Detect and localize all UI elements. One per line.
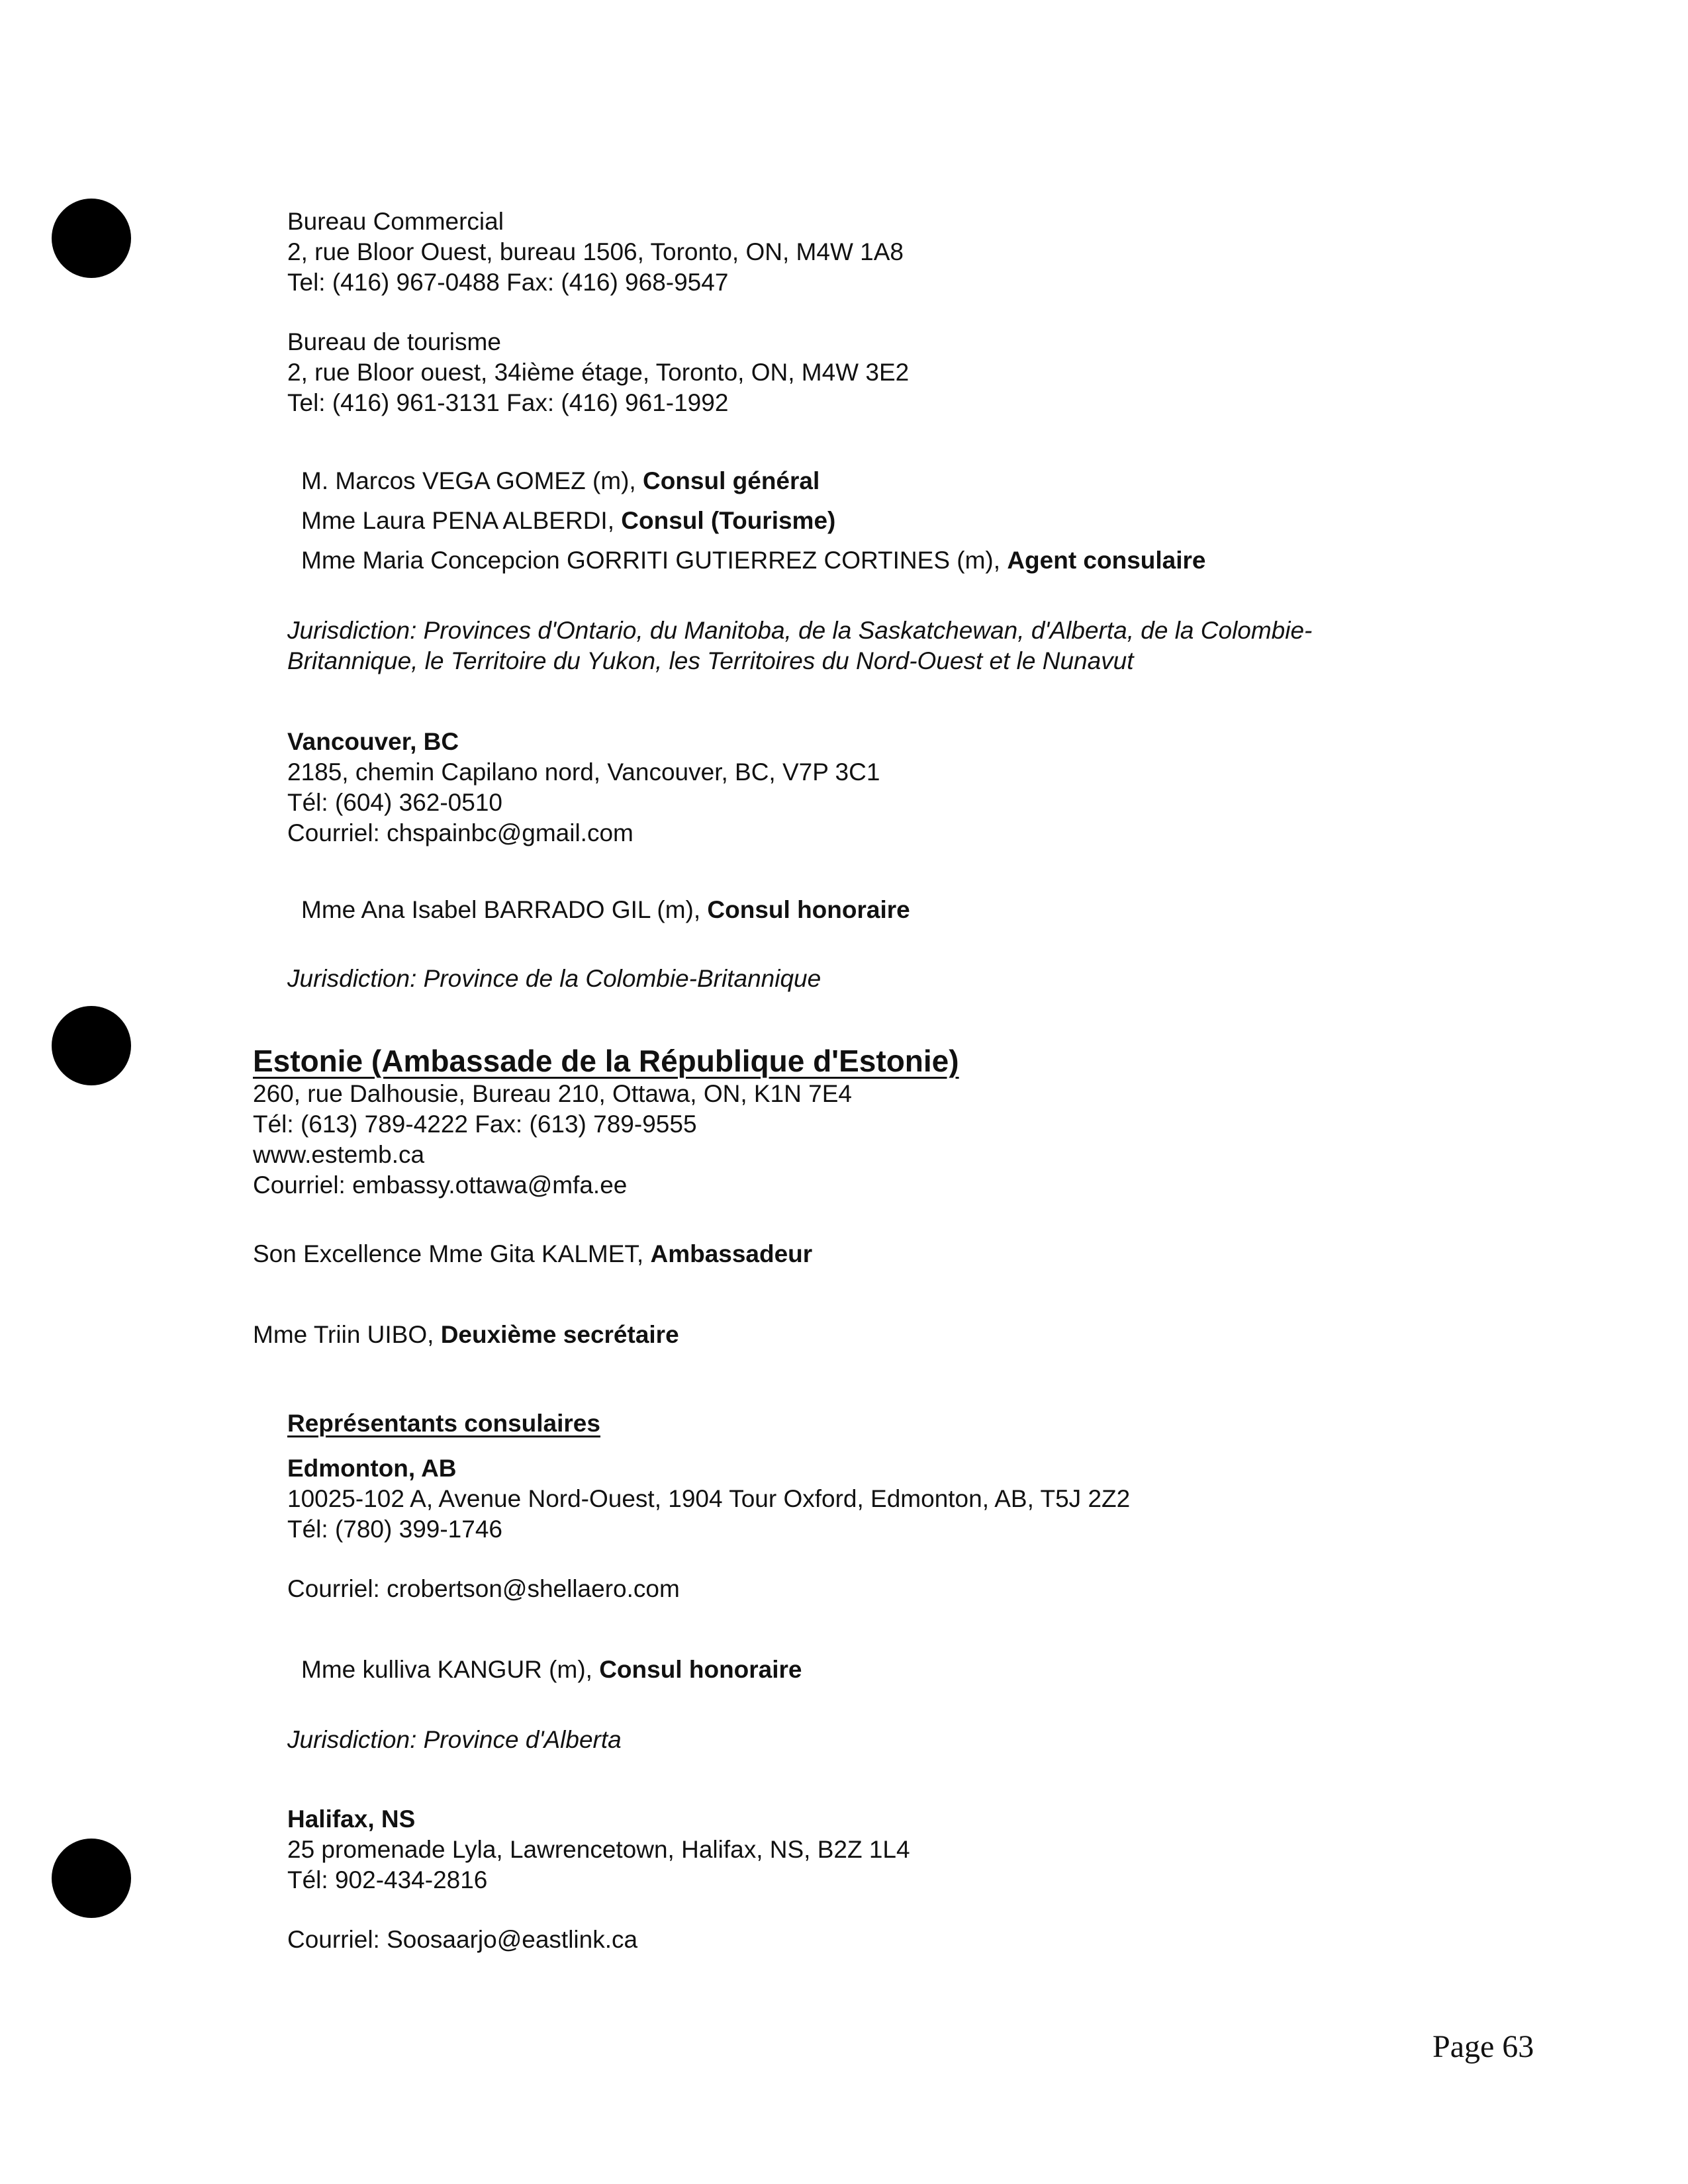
tourism-office-name: Bureau de tourisme	[287, 328, 501, 355]
official-entry	[301, 895, 910, 925]
official-title: Consul (Tourisme)	[621, 507, 836, 534]
tourism-office-address: 2, rue Bloor ouest, 34ième étage, Toronto, ON, M4W 3E2	[287, 359, 910, 386]
commercial-office-address: 2, rue Bloor Ouest, bureau 1506, Toronto, ON, M4W 1A8	[287, 238, 904, 265]
official-title: Consul honoraire	[707, 896, 910, 923]
official-title: Agent consulaire	[1007, 547, 1206, 574]
office-email: Courriel: Soosaarjo@eastlink.ca	[287, 1926, 638, 1953]
office-address: 2185, chemin Capilano nord, Vancouver, BC, V7P 3C1	[287, 758, 880, 786]
punch-hole-top	[52, 199, 131, 278]
official-name: Mme Triin UIBO,	[253, 1321, 441, 1348]
punch-hole-bottom	[52, 1839, 131, 1918]
office-email: Courriel: crobertson@shellaero.com	[287, 1575, 680, 1602]
official-entry	[301, 506, 835, 536]
office-phone: Tél: 902-434-2816	[287, 1866, 488, 1893]
jurisdiction-text: Britannique, le Territoire du Yukon, les Territoires du Nord-Ouest et le Nunavut	[287, 647, 1134, 674]
city-heading: Halifax, NS	[287, 1805, 416, 1833]
jurisdiction-text: Jurisdiction: Province de la Colombie-Britannique	[287, 965, 821, 992]
page-number: Page 63	[1432, 2029, 1534, 2064]
embassy-website: www.estemb.ca	[253, 1141, 425, 1168]
city-heading: Edmonton, AB	[287, 1455, 457, 1482]
embassy-email: Courriel: embassy.ottawa@mfa.ee	[253, 1171, 628, 1199]
office-phone: Tél: (604) 362-0510	[287, 789, 502, 816]
country-heading: Estonie (Ambassade de la République d'Estonie)	[253, 1044, 959, 1078]
office-address: 10025-102 A, Avenue Nord-Ouest, 1904 Tour Oxford, Edmonton, AB, T5J 2Z2	[287, 1485, 1131, 1512]
section-heading: Représentants consulaires	[287, 1410, 600, 1437]
office-email: Courriel: chspainbc@gmail.com	[287, 819, 633, 846]
official-name: Mme Laura PENA ALBERDI,	[301, 507, 622, 534]
official-title: Consul honoraire	[599, 1656, 802, 1683]
jurisdiction-text: Jurisdiction: Provinces d'Ontario, du Manitoba, de la Saskatchewan, d'Alberta, de la Colombie-	[287, 617, 1313, 644]
official-name: Mme kulliva KANGUR (m),	[301, 1656, 600, 1683]
punch-hole-middle	[52, 1006, 131, 1085]
official-name: Son Excellence Mme Gita KALMET,	[253, 1240, 651, 1267]
official-name: Mme Ana Isabel BARRADO GIL (m),	[301, 896, 708, 923]
office-phone: Tél: (780) 399-1746	[287, 1516, 502, 1543]
official-entry	[301, 545, 1206, 576]
commercial-office-name: Bureau Commercial	[287, 208, 504, 235]
official-name: Mme Maria Concepcion GORRITI GUTIERREZ CORTINES (m),	[301, 547, 1008, 574]
embassy-address: 260, rue Dalhousie, Bureau 210, Ottawa, ON, K1N 7E4	[253, 1080, 852, 1107]
official-title: Ambassadeur	[650, 1240, 813, 1267]
official-title: Consul général	[642, 467, 820, 494]
official-entry	[301, 1655, 802, 1685]
official-entry	[253, 1239, 812, 1269]
tourism-office-phone: Tel: (416) 961-3131 Fax: (416) 961-1992	[287, 389, 729, 416]
commercial-office-phone: Tel: (416) 967-0488 Fax: (416) 968-9547	[287, 269, 729, 296]
embassy-phone: Tél: (613) 789-4222 Fax: (613) 789-9555	[253, 1111, 697, 1138]
office-address: 25 promenade Lyla, Lawrencetown, Halifax, NS, B2Z 1L4	[287, 1836, 910, 1863]
official-title: Deuxième secrétaire	[440, 1321, 679, 1348]
official-entry	[253, 1320, 679, 1350]
official-name: M. Marcos VEGA GOMEZ (m),	[301, 467, 643, 494]
city-heading: Vancouver, BC	[287, 728, 459, 755]
jurisdiction-text: Jurisdiction: Province d'Alberta	[287, 1726, 622, 1753]
official-entry	[301, 466, 820, 496]
